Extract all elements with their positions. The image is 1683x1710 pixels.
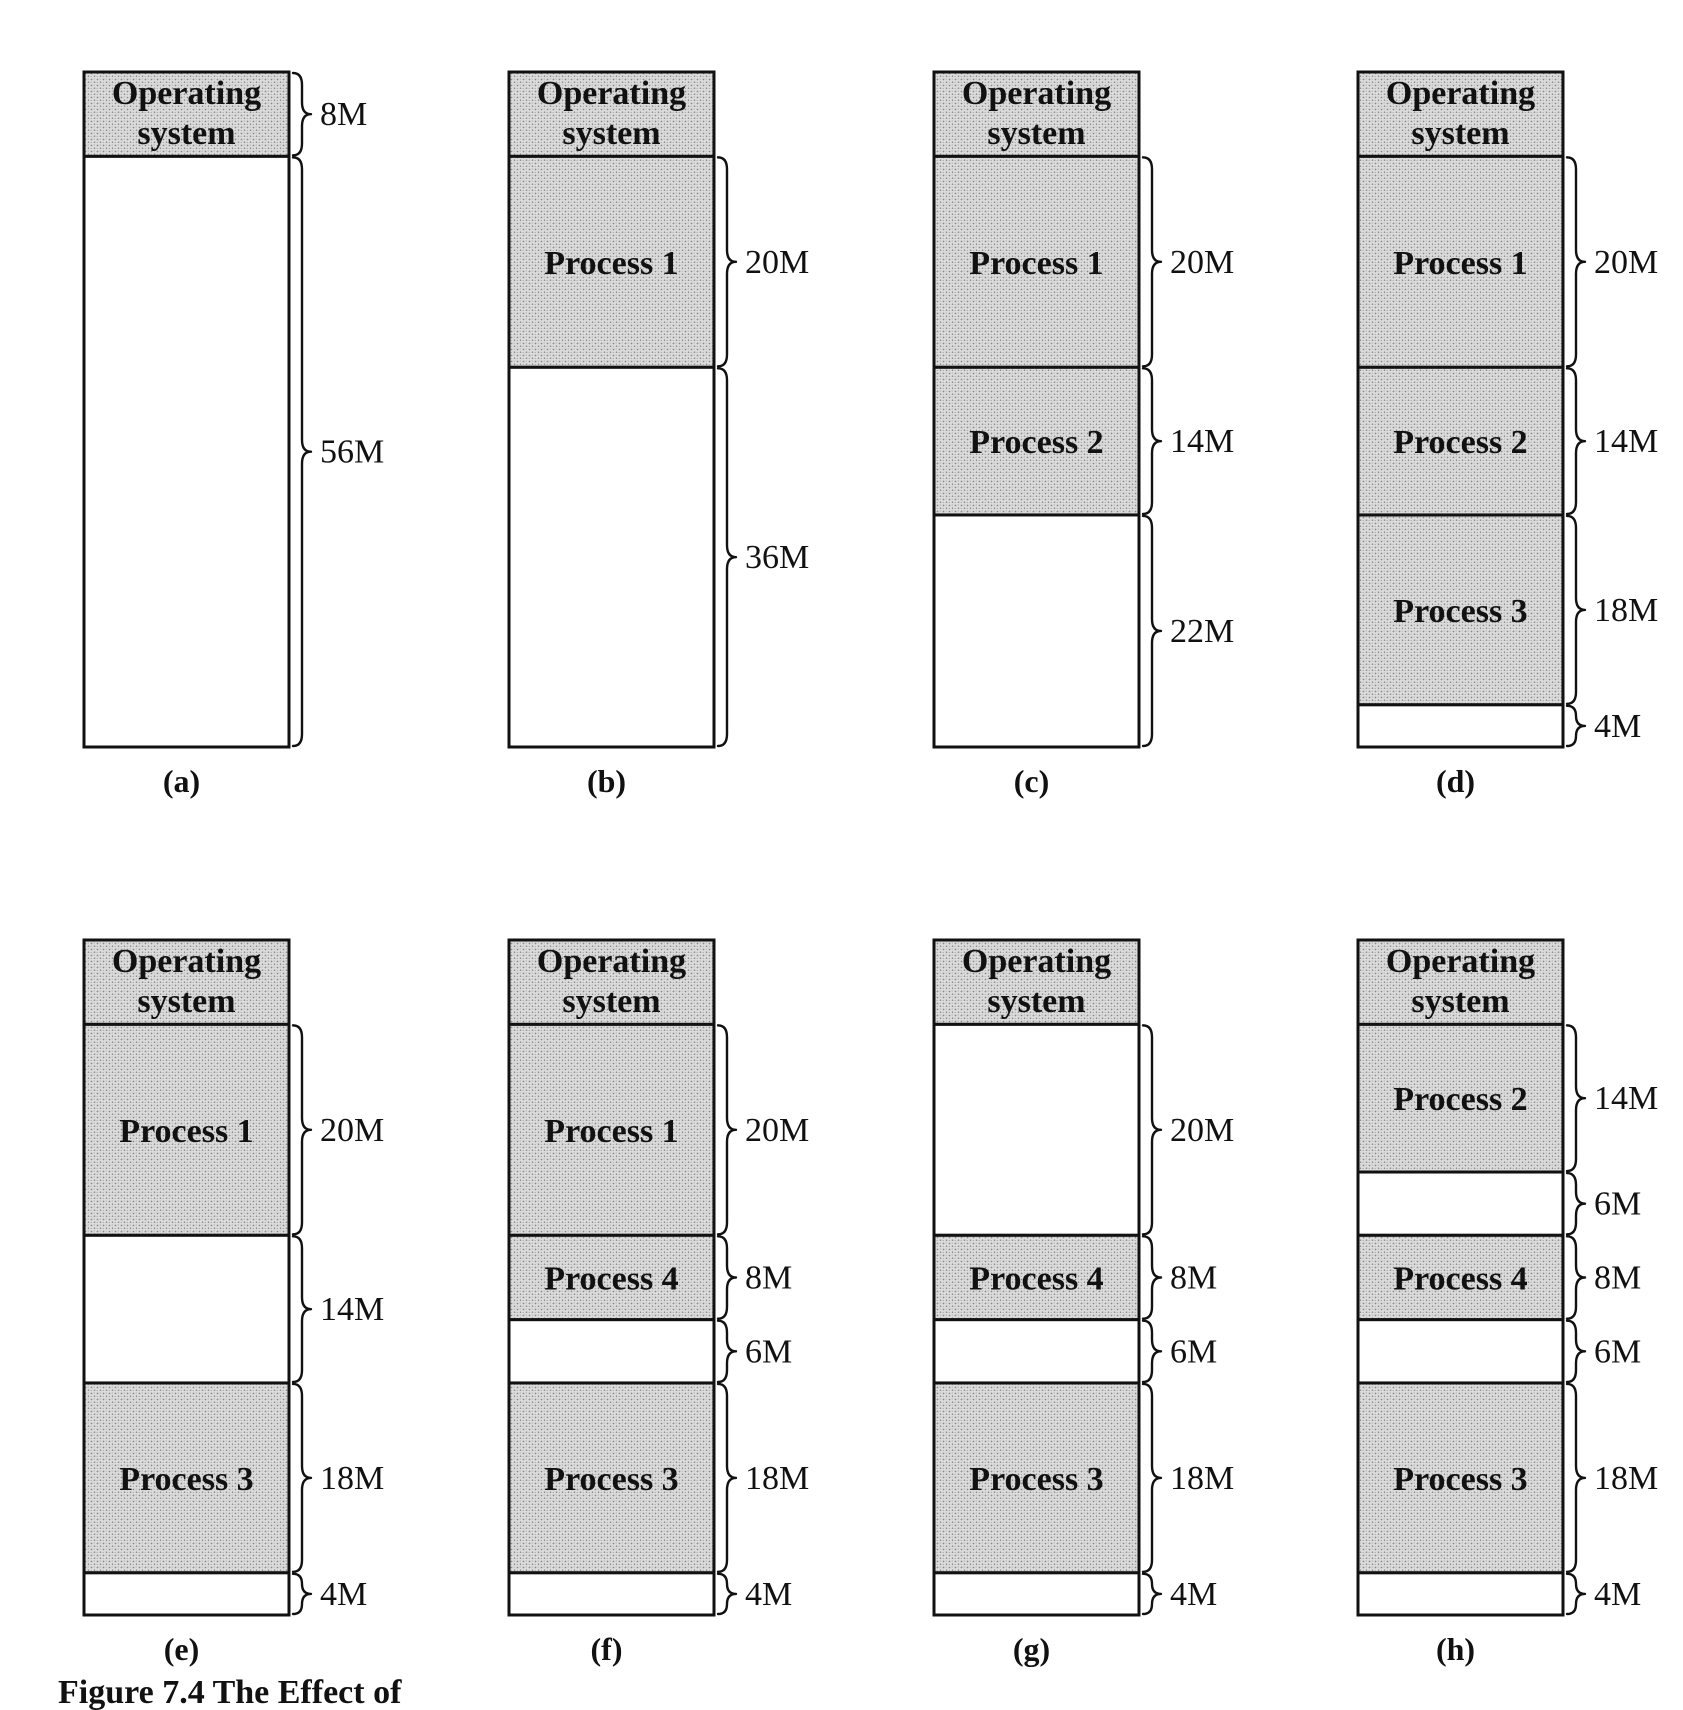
os-segment-label: Operating system — [111, 943, 262, 1020]
free-segment — [509, 367, 714, 747]
segment-size-label: 20M — [1170, 243, 1235, 281]
panel-label: (c) — [1013, 763, 1050, 799]
size-brace — [293, 1236, 311, 1382]
os-segment-label: Operating system — [961, 75, 1112, 152]
segment-size-label: 14M — [1594, 1080, 1659, 1118]
segment-size-label: 6M — [1594, 1185, 1642, 1223]
segment-size-label: 20M — [745, 1111, 810, 1149]
size-brace — [1143, 1574, 1161, 1614]
segment-size-label: 20M — [1170, 1111, 1235, 1149]
free-segment — [84, 1235, 289, 1383]
segment-size-label: 18M — [1594, 1459, 1659, 1497]
figure-caption: Figure 7.4 The Effect of — [58, 1674, 402, 1710]
segment-size-label: 14M — [1594, 423, 1659, 461]
size-brace — [718, 368, 736, 746]
size-brace — [293, 1025, 311, 1234]
process-segment-label: Process 1 — [1393, 244, 1528, 282]
free-segment — [1358, 1573, 1563, 1615]
size-brace — [1143, 1384, 1161, 1572]
size-brace — [1567, 1236, 1585, 1318]
segment-size-label: 14M — [1170, 423, 1235, 461]
process-segment-label: Process 1 — [544, 244, 679, 282]
process-segment-label: Process 4 — [544, 1260, 679, 1298]
segment-size-label: 18M — [745, 1459, 810, 1497]
free-segment — [84, 156, 289, 747]
free-segment — [509, 1573, 714, 1615]
segment-size-label: 8M — [1170, 1259, 1218, 1297]
segment-size-label: 8M — [745, 1259, 793, 1297]
segment-size-label: 18M — [1594, 591, 1659, 629]
segment-size-label: 20M — [1594, 243, 1659, 281]
memory-panel — [934, 72, 1234, 799]
segment-size-label: 8M — [320, 96, 368, 134]
size-brace — [1143, 1025, 1161, 1234]
panels-layer — [84, 72, 1658, 1667]
free-segment — [84, 1573, 289, 1615]
process-segment-label: Process 4 — [1393, 1260, 1528, 1298]
os-segment-label: Operating system — [1385, 943, 1536, 1020]
panel-label: (b) — [586, 763, 627, 799]
size-brace — [718, 1321, 736, 1382]
size-brace — [718, 1384, 736, 1572]
free-segment — [1358, 1172, 1563, 1235]
size-brace — [718, 1025, 736, 1234]
size-brace — [1143, 157, 1161, 366]
process-segment-label: Process 3 — [969, 1460, 1104, 1498]
memory-panel — [509, 72, 809, 799]
panel-label: (f) — [590, 1631, 623, 1667]
size-brace — [293, 157, 311, 746]
process-segment-label: Process 3 — [119, 1460, 254, 1498]
segment-size-label: 4M — [320, 1575, 368, 1613]
size-brace — [1567, 1173, 1585, 1234]
size-brace — [1143, 1236, 1161, 1318]
process-segment-label: Process 1 — [544, 1112, 679, 1150]
segment-size-label: 18M — [1170, 1459, 1235, 1497]
segment-size-label: 4M — [1170, 1575, 1218, 1613]
segment-size-label: 8M — [1594, 1259, 1642, 1297]
panel-label: (d) — [1435, 763, 1476, 799]
process-segment-label: Process 3 — [1393, 1460, 1528, 1498]
segment-size-label: 56M — [320, 433, 385, 471]
size-brace — [293, 1384, 311, 1572]
size-brace — [293, 1574, 311, 1614]
segment-size-label: 18M — [320, 1459, 385, 1497]
os-segment-label: Operating system — [1385, 75, 1536, 152]
size-brace — [1143, 1321, 1161, 1382]
memory-panel — [1358, 940, 1658, 1667]
process-segment-label: Process 1 — [119, 1112, 254, 1150]
size-brace — [718, 157, 736, 366]
free-segment — [509, 1320, 714, 1383]
size-brace — [1567, 516, 1585, 704]
panel-label: (a) — [162, 763, 201, 799]
segment-size-label: 4M — [1594, 707, 1642, 745]
segment-size-label: 4M — [1594, 1575, 1642, 1613]
free-segment — [1358, 705, 1563, 747]
os-segment-label: Operating system — [536, 943, 687, 1020]
segment-size-label: 36M — [745, 539, 810, 577]
process-segment-label: Process 2 — [1393, 1081, 1528, 1119]
panel-label: (h) — [1435, 1631, 1476, 1667]
memory-panel — [509, 940, 809, 1667]
process-segment-label: Process 3 — [1393, 592, 1528, 630]
memory-panel — [1358, 72, 1658, 799]
process-segment-label: Process 4 — [969, 1260, 1104, 1298]
segment-size-label: 22M — [1170, 612, 1235, 650]
size-brace — [1143, 368, 1161, 514]
size-brace — [718, 1236, 736, 1318]
segment-size-label: 6M — [1170, 1333, 1218, 1371]
segment-size-label: 6M — [745, 1333, 793, 1371]
free-segment — [934, 515, 1139, 747]
os-segment-label: Operating system — [536, 75, 687, 152]
segment-size-label: 14M — [320, 1291, 385, 1329]
size-brace — [1567, 706, 1585, 746]
free-segment — [1358, 1320, 1563, 1383]
process-segment-label: Process 3 — [544, 1460, 679, 1498]
os-segment-label: Operating system — [111, 75, 262, 152]
size-brace — [1567, 1384, 1585, 1572]
panel-label: (e) — [163, 1631, 200, 1667]
size-brace — [1567, 1025, 1585, 1171]
segment-size-label: 6M — [1594, 1333, 1642, 1371]
size-brace — [1567, 157, 1585, 366]
free-segment — [934, 1024, 1139, 1235]
memory-panel — [84, 72, 384, 799]
process-segment-label: Process 1 — [969, 244, 1104, 282]
process-segment-label: Process 2 — [969, 424, 1104, 462]
os-segment-label: Operating system — [961, 943, 1112, 1020]
size-brace — [1143, 516, 1161, 746]
size-brace — [1567, 1574, 1585, 1614]
size-brace — [293, 73, 311, 155]
size-brace — [1567, 368, 1585, 514]
segment-size-label: 20M — [320, 1111, 385, 1149]
free-segment — [934, 1573, 1139, 1615]
segment-size-label: 4M — [745, 1575, 793, 1613]
segment-size-label: 20M — [745, 243, 810, 281]
free-segment — [934, 1320, 1139, 1383]
size-brace — [718, 1574, 736, 1614]
memory-panel — [934, 940, 1234, 1667]
memory-panel — [84, 940, 384, 1667]
panel-label: (g) — [1012, 1631, 1051, 1667]
size-brace — [1567, 1321, 1585, 1382]
process-segment-label: Process 2 — [1393, 424, 1528, 462]
